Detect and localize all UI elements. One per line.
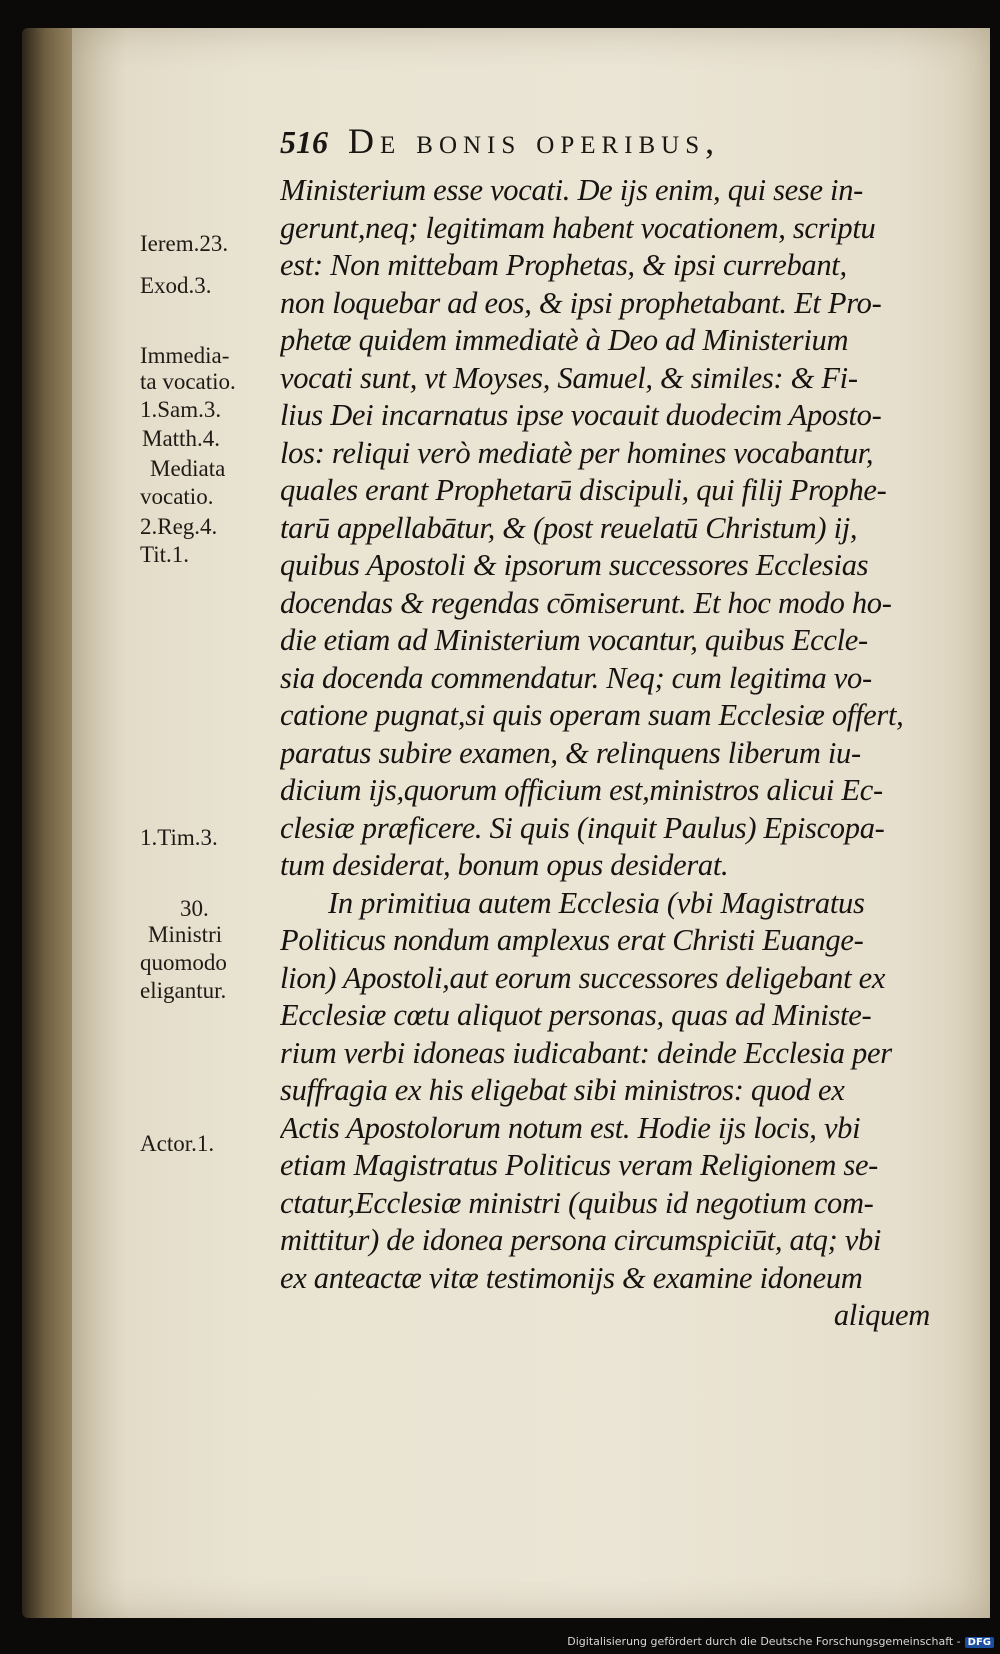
text-line: etiam Magistratus Politicus veram Religionem se- (280, 1148, 879, 1182)
margin-note: Tit.1. (140, 542, 190, 567)
text-line: dicium ijs,quorum officium est,ministros alicui Ec- (280, 773, 883, 807)
text-line: est: Non mittebam Prophetas, & ipsi currebant, (280, 248, 847, 282)
text-line: Ecclesiæ cœtu aliquot personas, quas ad Ministe- (280, 998, 872, 1032)
text-line: docendas & regendas cōmiserunt. Et hoc modo ho- (280, 585, 892, 620)
text-line: quales erant Prophetarū discipuli, qui filij Prophe- (280, 473, 887, 507)
margin-note: 2.Reg.4. (140, 514, 218, 539)
text-line: Ministerium esse vocati. De ijs enim, qui sese in- (280, 173, 864, 207)
text-line: non loquebar ad eos, & ipsi prophetabant. Et Pro- (280, 285, 882, 320)
text-line: ctatur,Ecclesiæ ministri (quibus id negotium com- (280, 1185, 874, 1220)
text-line: lion) Apostoli,aut eorum successores deligebant ex (280, 960, 886, 995)
text-line: phetæ quidem immediatè à Deo ad Ministerium (280, 323, 849, 357)
margin-note: Ministri (148, 922, 223, 947)
margin-note: Actor.1. (140, 1131, 215, 1156)
margin-note: 1.Tim.3. (140, 825, 218, 850)
margin-note: eligantur. (140, 978, 227, 1003)
text-line: mittitur) de idonea persona circumspiciūt, atq; vbi (280, 1223, 882, 1257)
text-line: die etiam ad Ministerium vocantur, quibus Eccle- (280, 623, 868, 657)
margin-note: vocatio. (140, 484, 214, 509)
page-number: 516 (280, 124, 328, 160)
text-line: quibus Apostoli & ipsorum successores Ecclesias (280, 548, 869, 582)
margin-note: Mediata (150, 456, 226, 481)
catchword: aliquem (833, 1298, 930, 1332)
text-line: gerunt,neq; legitimam habent vocationem, scriptu (280, 210, 876, 245)
text-line: Politicus nondum amplexus erat Christi Euange- (280, 923, 864, 957)
text-line: paratus subire examen, & relinquens liberum iu- (280, 735, 861, 770)
footer-text: Digitalisierung gefördert durch die Deutsche Forschungsgemeinschaft - (567, 1635, 961, 1648)
text-line: vocati sunt, vt Moyses, Samuel, & similes: & Fi- (280, 360, 858, 395)
margin-note: quomodo (140, 950, 227, 975)
margin-note: Exod.3. (140, 273, 212, 298)
text-line: Actis Apostolorum notum est. Hodie ijs locis, vbi (280, 1110, 861, 1145)
running-title: De bonis operibus, (348, 121, 721, 161)
text-line: clesiæ præficere. Si quis (inquit Paulus) Episcopa- (280, 810, 885, 845)
text-line: lius Dei incarnatus ipse vocauit duodecim Aposto- (280, 398, 882, 432)
body-text (280, 172, 940, 1335)
margin-note: Matth.4. (142, 426, 220, 451)
text-line: rium verbi idoneas iudicabant: deinde Ecclesia per (280, 1035, 892, 1070)
text-line: tarū appellabātur, & (post reuelatū Christum) ij, (280, 510, 858, 545)
text-line: tum desiderat, bonum opus desiderat. (280, 848, 729, 882)
margin-note: 1.Sam.3. (140, 397, 222, 422)
running-head (280, 118, 920, 168)
text-line: suffragia ex his eligebat sibi ministros: quod ex (280, 1073, 845, 1107)
text-line: In primitiua autem Ecclesia (vbi Magistratus (328, 885, 865, 920)
text-line: ex anteactæ vitæ testimonijs & examine idoneum (280, 1260, 863, 1295)
margin-note: ta vocatio. (140, 369, 236, 394)
margin-note: 30. (180, 896, 209, 921)
margin-note: Immedia- (140, 343, 230, 368)
text-line: catione pugnat,si quis operam suam Ecclesiæ offert, (280, 698, 904, 732)
margin-note: Ierem.23. (140, 231, 229, 256)
dfg-logo: DFG (965, 1637, 994, 1648)
digitization-footer (567, 1635, 994, 1648)
text-line: sia docenda commendatur. Neq; cum legitima vo- (280, 660, 872, 695)
text-line: los: reliqui verò mediatè per homines vocabantur, (280, 435, 874, 470)
